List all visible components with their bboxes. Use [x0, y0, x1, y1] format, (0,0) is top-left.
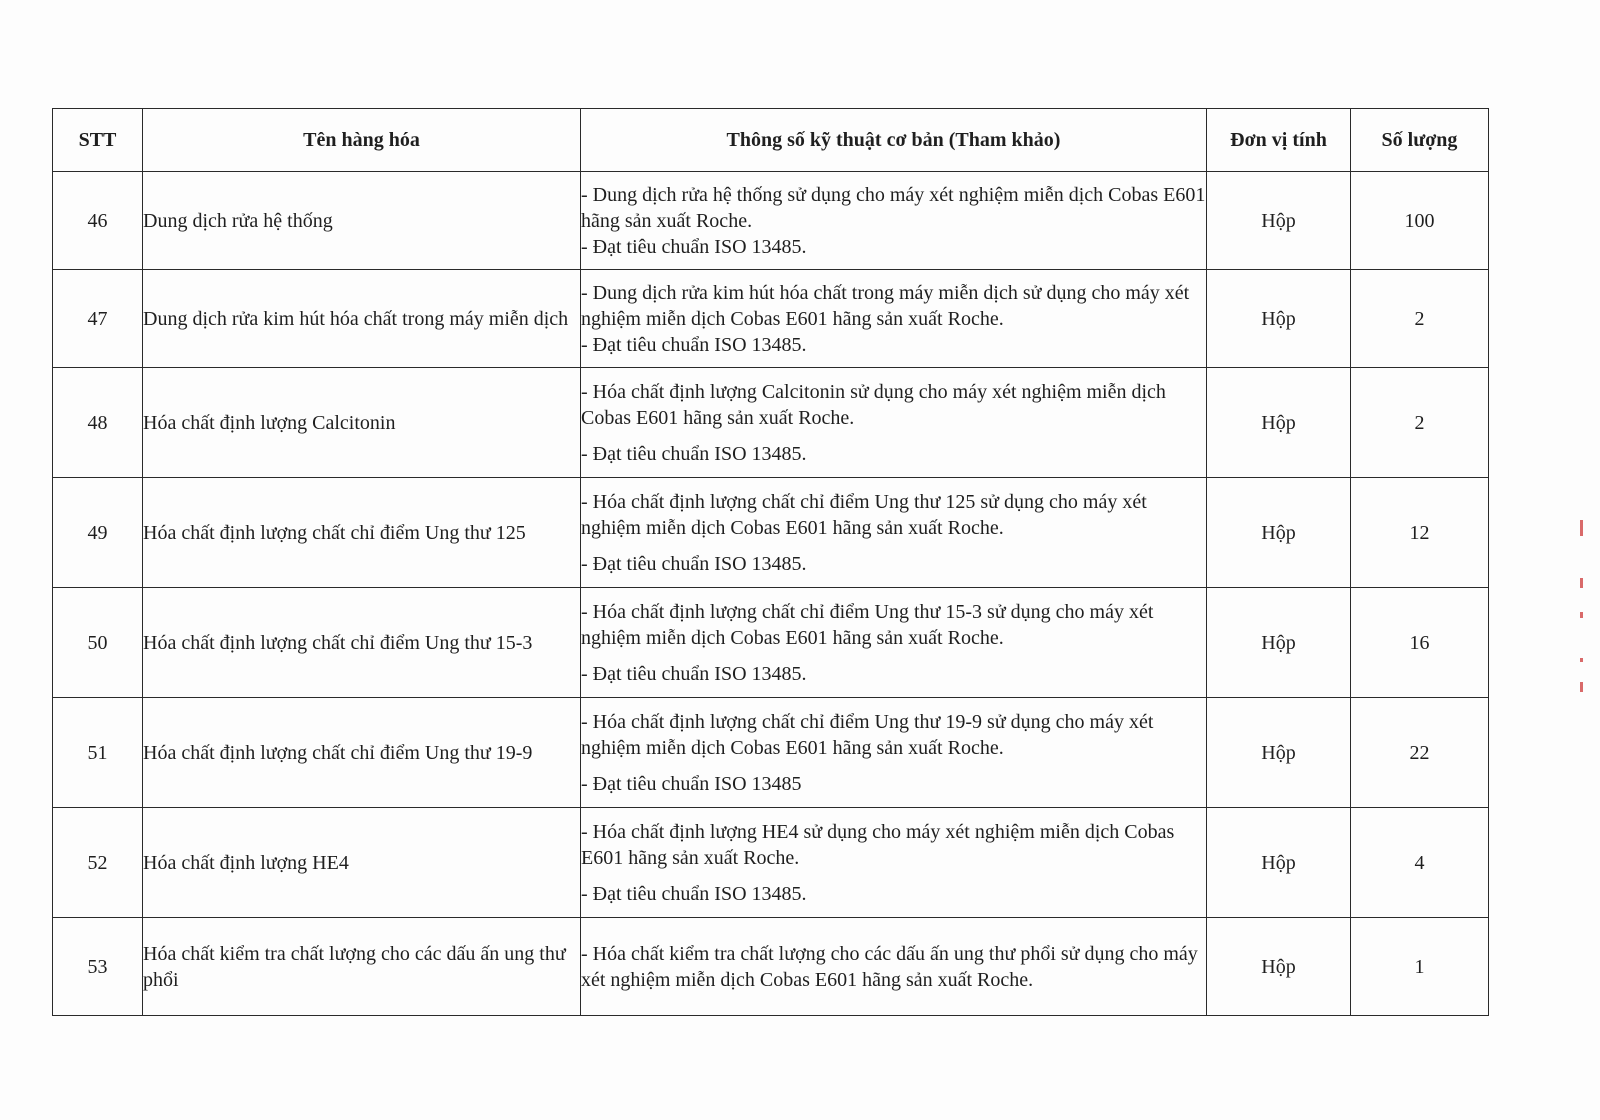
header-stt: STT — [53, 109, 143, 172]
header-name: Tên hàng hóa — [143, 109, 581, 172]
table-row — [53, 270, 1489, 368]
row-unit: Hộp — [1207, 270, 1351, 368]
spec-line: - Đạt tiêu chuẩn ISO 13485 — [581, 772, 802, 795]
table-row — [53, 368, 1489, 478]
spec-line: - Hóa chất kiểm tra chất lượng cho các dấu ấn ung thư phổi sử dụng cho máy xét nghiệm miễn dịch Cobas E601 hãng sản xuất Roche. — [581, 942, 1198, 991]
row-qty: 22 — [1351, 698, 1489, 808]
spec-line: - Hóa chất định lượng chất chỉ điểm Ung thư 19-9 sử dụng cho máy xét nghiệm miễn dịch Cobas E601 hãng sản xuất Roche. — [581, 710, 1154, 759]
row-unit: Hộp — [1207, 918, 1351, 1016]
table-row — [53, 172, 1489, 270]
spec-line: - Hóa chất định lượng HE4 sử dụng cho máy xét nghiệm miễn dịch Cobas E601 hãng sản xuất Roche. — [581, 820, 1175, 869]
row-stt: 50 — [53, 588, 143, 698]
row-stt: 48 — [53, 368, 143, 478]
header-qty: Số lượng — [1351, 109, 1489, 172]
spec-line: - Đạt tiêu chuẩn ISO 13485. — [581, 882, 807, 905]
row-spec — [581, 588, 1207, 698]
row-unit: Hộp — [1207, 808, 1351, 918]
goods-table — [52, 108, 1489, 1016]
margin-mark — [1580, 612, 1583, 618]
row-stt: 53 — [53, 918, 143, 1016]
table-row — [53, 588, 1489, 698]
row-name: Dung dịch rửa kim hút hóa chất trong máy miễn dịch — [143, 270, 581, 368]
spec-line: - Hóa chất định lượng chất chỉ điểm Ung thư 15-3 sử dụng cho máy xét nghiệm miễn dịch Cobas E601 hãng sản xuất Roche. — [581, 600, 1154, 649]
row-spec — [581, 698, 1207, 808]
row-stt: 51 — [53, 698, 143, 808]
row-unit: Hộp — [1207, 588, 1351, 698]
row-stt: 46 — [53, 172, 143, 270]
table-row — [53, 808, 1489, 918]
row-spec — [581, 918, 1207, 1016]
spec-line: - Dung dịch rửa kim hút hóa chất trong máy miễn dịch sử dụng cho máy xét nghiệm miễn dịch Cobas E601 hãng sản xuất Roche. — [581, 281, 1190, 330]
row-name: Hóa chất định lượng chất chỉ điểm Ung thư 15-3 — [143, 588, 581, 698]
row-name: Hóa chất định lượng HE4 — [143, 808, 581, 918]
row-stt: 47 — [53, 270, 143, 368]
row-unit: Hộp — [1207, 368, 1351, 478]
row-qty: 16 — [1351, 588, 1489, 698]
spec-line: - Đạt tiêu chuẩn ISO 13485. — [581, 442, 807, 465]
row-qty: 12 — [1351, 478, 1489, 588]
spec-line: - Hóa chất định lượng chất chỉ điểm Ung thư 125 sử dụng cho máy xét nghiệm miễn dịch Cobas E601 hãng sản xuất Roche. — [581, 490, 1147, 539]
row-name: Dung dịch rửa hệ thống — [143, 172, 581, 270]
spec-line: - Đạt tiêu chuẩn ISO 13485. — [581, 662, 807, 685]
row-name: Hóa chất định lượng Calcitonin — [143, 368, 581, 478]
row-spec — [581, 368, 1207, 478]
row-spec — [581, 270, 1207, 368]
spec-line: - Đạt tiêu chuẩn ISO 13485. — [581, 333, 807, 356]
scan-margin-marks — [1576, 520, 1590, 700]
spec-line: - Đạt tiêu chuẩn ISO 13485. — [581, 235, 807, 258]
margin-mark — [1580, 658, 1583, 662]
spec-line: - Hóa chất định lượng Calcitonin sử dụng cho máy xét nghiệm miễn dịch Cobas E601 hãng sản xuất Roche. — [581, 380, 1166, 429]
margin-mark — [1580, 520, 1583, 536]
row-name: Hóa chất kiểm tra chất lượng cho các dấu ấn ung thư phổi — [143, 918, 581, 1016]
row-name: Hóa chất định lượng chất chỉ điểm Ung thư 19-9 — [143, 698, 581, 808]
row-name: Hóa chất định lượng chất chỉ điểm Ung thư 125 — [143, 478, 581, 588]
margin-mark — [1580, 682, 1583, 692]
row-unit: Hộp — [1207, 478, 1351, 588]
row-qty: 4 — [1351, 808, 1489, 918]
row-qty: 2 — [1351, 270, 1489, 368]
row-spec — [581, 808, 1207, 918]
row-unit: Hộp — [1207, 172, 1351, 270]
row-unit: Hộp — [1207, 698, 1351, 808]
row-qty: 1 — [1351, 918, 1489, 1016]
table-body — [53, 172, 1489, 1016]
row-spec — [581, 172, 1207, 270]
row-spec — [581, 478, 1207, 588]
table-header — [53, 109, 1489, 172]
row-stt: 52 — [53, 808, 143, 918]
row-stt: 49 — [53, 478, 143, 588]
margin-mark — [1580, 578, 1583, 588]
header-unit: Đơn vị tính — [1207, 109, 1351, 172]
table-row — [53, 478, 1489, 588]
table-row — [53, 698, 1489, 808]
row-qty: 100 — [1351, 172, 1489, 270]
row-qty: 2 — [1351, 368, 1489, 478]
spec-line: - Dung dịch rửa hệ thống sử dụng cho máy xét nghiệm miễn dịch Cobas E601 hãng sản xuất Roche. — [581, 183, 1206, 232]
spec-line: - Đạt tiêu chuẩn ISO 13485. — [581, 552, 807, 575]
header-spec: Thông số kỹ thuật cơ bản (Tham khảo) — [581, 109, 1207, 172]
table-row — [53, 918, 1489, 1016]
header-row — [53, 109, 1489, 172]
